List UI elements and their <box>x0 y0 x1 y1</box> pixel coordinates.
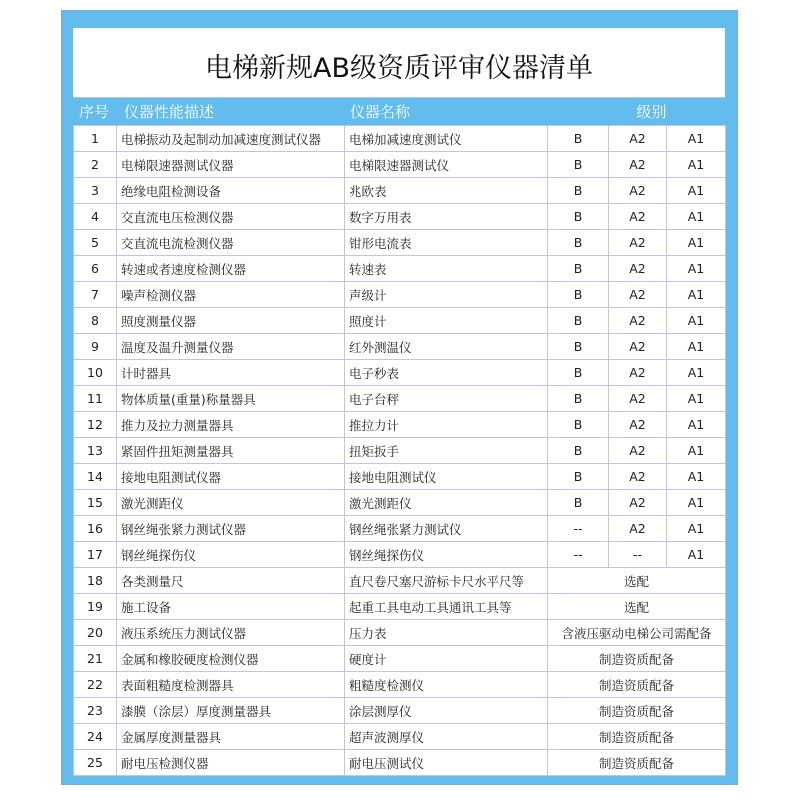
row-description: 交直流电压检测仪器 <box>117 204 345 230</box>
row-seq: 6 <box>74 256 117 282</box>
row-instrument-name: 钳形电流表 <box>345 230 548 256</box>
table-row <box>74 412 726 438</box>
row-instrument-name: 电梯加减速度测试仪 <box>345 126 548 152</box>
row-seq: 7 <box>74 282 117 308</box>
row-description: 紧固件扭矩测量器具 <box>117 438 345 464</box>
row-level-a1: A1 <box>667 516 726 542</box>
row-level-b: B <box>548 308 609 334</box>
row-level-a1: A1 <box>667 152 726 178</box>
row-level-note: 选配 <box>548 568 726 594</box>
row-level-a1: A1 <box>667 334 726 360</box>
row-level-note: 选配 <box>548 594 726 620</box>
row-description: 计时器具 <box>117 360 345 386</box>
row-level-a1: A1 <box>667 464 726 490</box>
row-instrument-name: 粗糙度检测仪 <box>345 672 548 698</box>
row-level-a1: A1 <box>667 490 726 516</box>
table-header <box>73 98 725 125</box>
row-instrument-name: 扭矩扳手 <box>345 438 548 464</box>
table-row <box>74 360 726 386</box>
row-level-note: 含液压驱动电梯公司需配备 <box>548 620 726 646</box>
table-row <box>74 672 726 698</box>
row-seq: 2 <box>74 152 117 178</box>
row-description: 温度及温升测量仪器 <box>117 334 345 360</box>
row-seq: 16 <box>74 516 117 542</box>
row-instrument-name: 超声波测厚仪 <box>345 724 548 750</box>
row-level-a2: A2 <box>609 360 667 386</box>
row-description: 照度测量仪器 <box>117 308 345 334</box>
row-level-a2: A2 <box>609 386 667 412</box>
row-description: 漆膜（涂层）厚度测量器具 <box>117 698 345 724</box>
row-level-a2: A2 <box>609 464 667 490</box>
header-seq: 序号 <box>79 103 110 121</box>
row-seq: 1 <box>74 126 117 152</box>
row-description: 转速或者速度检测仪器 <box>117 256 345 282</box>
table-row <box>74 126 726 152</box>
row-seq: 23 <box>74 698 117 724</box>
table-row <box>74 386 726 412</box>
row-level-a2: A2 <box>609 516 667 542</box>
row-level-b: B <box>548 464 609 490</box>
row-seq: 8 <box>74 308 117 334</box>
row-seq: 21 <box>74 646 117 672</box>
table-row <box>74 282 726 308</box>
row-level-b: B <box>548 438 609 464</box>
row-level-a1: A1 <box>667 308 726 334</box>
row-level-a1: A1 <box>667 282 726 308</box>
row-level-a1: A1 <box>667 204 726 230</box>
row-seq: 20 <box>74 620 117 646</box>
row-description: 接地电阻测试仪器 <box>117 464 345 490</box>
row-seq: 25 <box>74 750 117 776</box>
row-level-b: B <box>548 178 609 204</box>
row-instrument-name: 红外测温仪 <box>345 334 548 360</box>
row-seq: 9 <box>74 334 117 360</box>
row-instrument-name: 电子台秤 <box>345 386 548 412</box>
row-seq: 5 <box>74 230 117 256</box>
row-description: 推力及拉力测量器具 <box>117 412 345 438</box>
row-level-a2: -- <box>609 542 667 568</box>
row-seq: 4 <box>74 204 117 230</box>
table-row <box>74 646 726 672</box>
row-level-note: 制造资质配备 <box>548 698 726 724</box>
row-instrument-name: 转速表 <box>345 256 548 282</box>
table-row <box>74 698 726 724</box>
document-panel <box>61 10 738 785</box>
table-row <box>74 334 726 360</box>
row-description: 液压系统压力测试仪器 <box>117 620 345 646</box>
row-level-b: B <box>548 230 609 256</box>
row-seq: 19 <box>74 594 117 620</box>
row-seq: 22 <box>74 672 117 698</box>
row-description: 交直流电流检测仪器 <box>117 230 345 256</box>
table-row <box>74 438 726 464</box>
row-level-a2: A2 <box>609 126 667 152</box>
instrument-table <box>73 125 726 776</box>
header-description: 仪器性能描述 <box>124 103 215 121</box>
table-row <box>74 490 726 516</box>
row-level-b: B <box>548 204 609 230</box>
row-seq: 18 <box>74 568 117 594</box>
table-row <box>74 594 726 620</box>
row-description: 耐电压检测仪器 <box>117 750 345 776</box>
row-level-a1: A1 <box>667 542 726 568</box>
row-instrument-name: 钢丝绳探伤仪 <box>345 542 548 568</box>
row-instrument-name: 激光测距仪 <box>345 490 548 516</box>
row-level-b: B <box>548 334 609 360</box>
row-seq: 17 <box>74 542 117 568</box>
row-level-a2: A2 <box>609 334 667 360</box>
row-level-b: B <box>548 126 609 152</box>
row-seq: 13 <box>74 438 117 464</box>
row-level-a2: A2 <box>609 230 667 256</box>
row-level-a2: A2 <box>609 438 667 464</box>
table-row <box>74 620 726 646</box>
header-name: 仪器名称 <box>350 103 411 121</box>
row-instrument-name: 直尺卷尺塞尺游标卡尺水平尺等 <box>345 568 548 594</box>
row-instrument-name: 声级计 <box>345 282 548 308</box>
row-seq: 15 <box>74 490 117 516</box>
row-level-b: -- <box>548 542 609 568</box>
row-description: 施工设备 <box>117 594 345 620</box>
row-instrument-name: 推拉力计 <box>345 412 548 438</box>
row-level-a1: A1 <box>667 256 726 282</box>
row-instrument-name: 兆欧表 <box>345 178 548 204</box>
row-level-note: 制造资质配备 <box>548 750 726 776</box>
row-level-a2: A2 <box>609 204 667 230</box>
row-seq: 11 <box>74 386 117 412</box>
row-instrument-name: 数字万用表 <box>345 204 548 230</box>
row-description: 金属厚度测量器具 <box>117 724 345 750</box>
row-description: 噪声检测仪器 <box>117 282 345 308</box>
row-description: 钢丝绳探伤仪 <box>117 542 345 568</box>
row-level-b: B <box>548 360 609 386</box>
row-instrument-name: 压力表 <box>345 620 548 646</box>
table-row <box>74 308 726 334</box>
row-level-a1: A1 <box>667 230 726 256</box>
row-level-a1: A1 <box>667 178 726 204</box>
row-level-a2: A2 <box>609 256 667 282</box>
row-level-a2: A2 <box>609 152 667 178</box>
row-description: 各类测量尺 <box>117 568 345 594</box>
header-level: 级别 <box>636 103 667 121</box>
row-level-a2: A2 <box>609 282 667 308</box>
row-level-b: -- <box>548 516 609 542</box>
row-instrument-name: 耐电压测试仪 <box>345 750 548 776</box>
table-row <box>74 178 726 204</box>
row-level-note: 制造资质配备 <box>548 646 726 672</box>
row-instrument-name: 硬度计 <box>345 646 548 672</box>
row-description: 绝缘电阻检测设备 <box>117 178 345 204</box>
table-row <box>74 516 726 542</box>
row-level-a2: A2 <box>609 412 667 438</box>
row-level-b: B <box>548 490 609 516</box>
row-seq: 14 <box>74 464 117 490</box>
table-row <box>74 230 726 256</box>
row-instrument-name: 电子秒表 <box>345 360 548 386</box>
row-seq: 12 <box>74 412 117 438</box>
row-description: 钢丝绳张紧力测试仪器 <box>117 516 345 542</box>
row-level-note: 制造资质配备 <box>548 724 726 750</box>
row-description: 激光测距仪 <box>117 490 345 516</box>
table-row <box>74 542 726 568</box>
row-description: 表面粗糙度检测器具 <box>117 672 345 698</box>
row-level-a1: A1 <box>667 126 726 152</box>
row-instrument-name: 钢丝绳张紧力测试仪 <box>345 516 548 542</box>
table-row <box>74 464 726 490</box>
table-row <box>74 724 726 750</box>
row-level-b: B <box>548 256 609 282</box>
table-row <box>74 568 726 594</box>
row-level-a1: A1 <box>667 438 726 464</box>
row-level-note: 制造资质配备 <box>548 672 726 698</box>
title-box <box>73 28 725 98</box>
table-row <box>74 204 726 230</box>
row-level-b: B <box>548 386 609 412</box>
row-instrument-name: 涂层测厚仪 <box>345 698 548 724</box>
row-level-a1: A1 <box>667 360 726 386</box>
row-instrument-name: 接地电阻测试仪 <box>345 464 548 490</box>
page-title: 电梯新规AB级资质评审仪器清单 <box>205 53 593 84</box>
row-level-a2: A2 <box>609 178 667 204</box>
row-description: 金属和橡胶硬度检测仪器 <box>117 646 345 672</box>
row-description: 物体质量(重量)称量器具 <box>117 386 345 412</box>
table-row <box>74 750 726 776</box>
row-instrument-name: 电梯限速器测试仪 <box>345 152 548 178</box>
row-level-b: B <box>548 282 609 308</box>
row-instrument-name: 起重工具电动工具通讯工具等 <box>345 594 548 620</box>
row-level-a1: A1 <box>667 412 726 438</box>
row-level-b: B <box>548 152 609 178</box>
row-level-a2: A2 <box>609 490 667 516</box>
row-level-a2: A2 <box>609 308 667 334</box>
row-seq: 3 <box>74 178 117 204</box>
row-seq: 24 <box>74 724 117 750</box>
row-description: 电梯限速器测试仪器 <box>117 152 345 178</box>
table-row <box>74 152 726 178</box>
row-instrument-name: 照度计 <box>345 308 548 334</box>
row-seq: 10 <box>74 360 117 386</box>
table-row <box>74 256 726 282</box>
row-level-b: B <box>548 412 609 438</box>
row-description: 电梯振动及起制动加减速度测试仪器 <box>117 126 345 152</box>
row-level-a1: A1 <box>667 386 726 412</box>
